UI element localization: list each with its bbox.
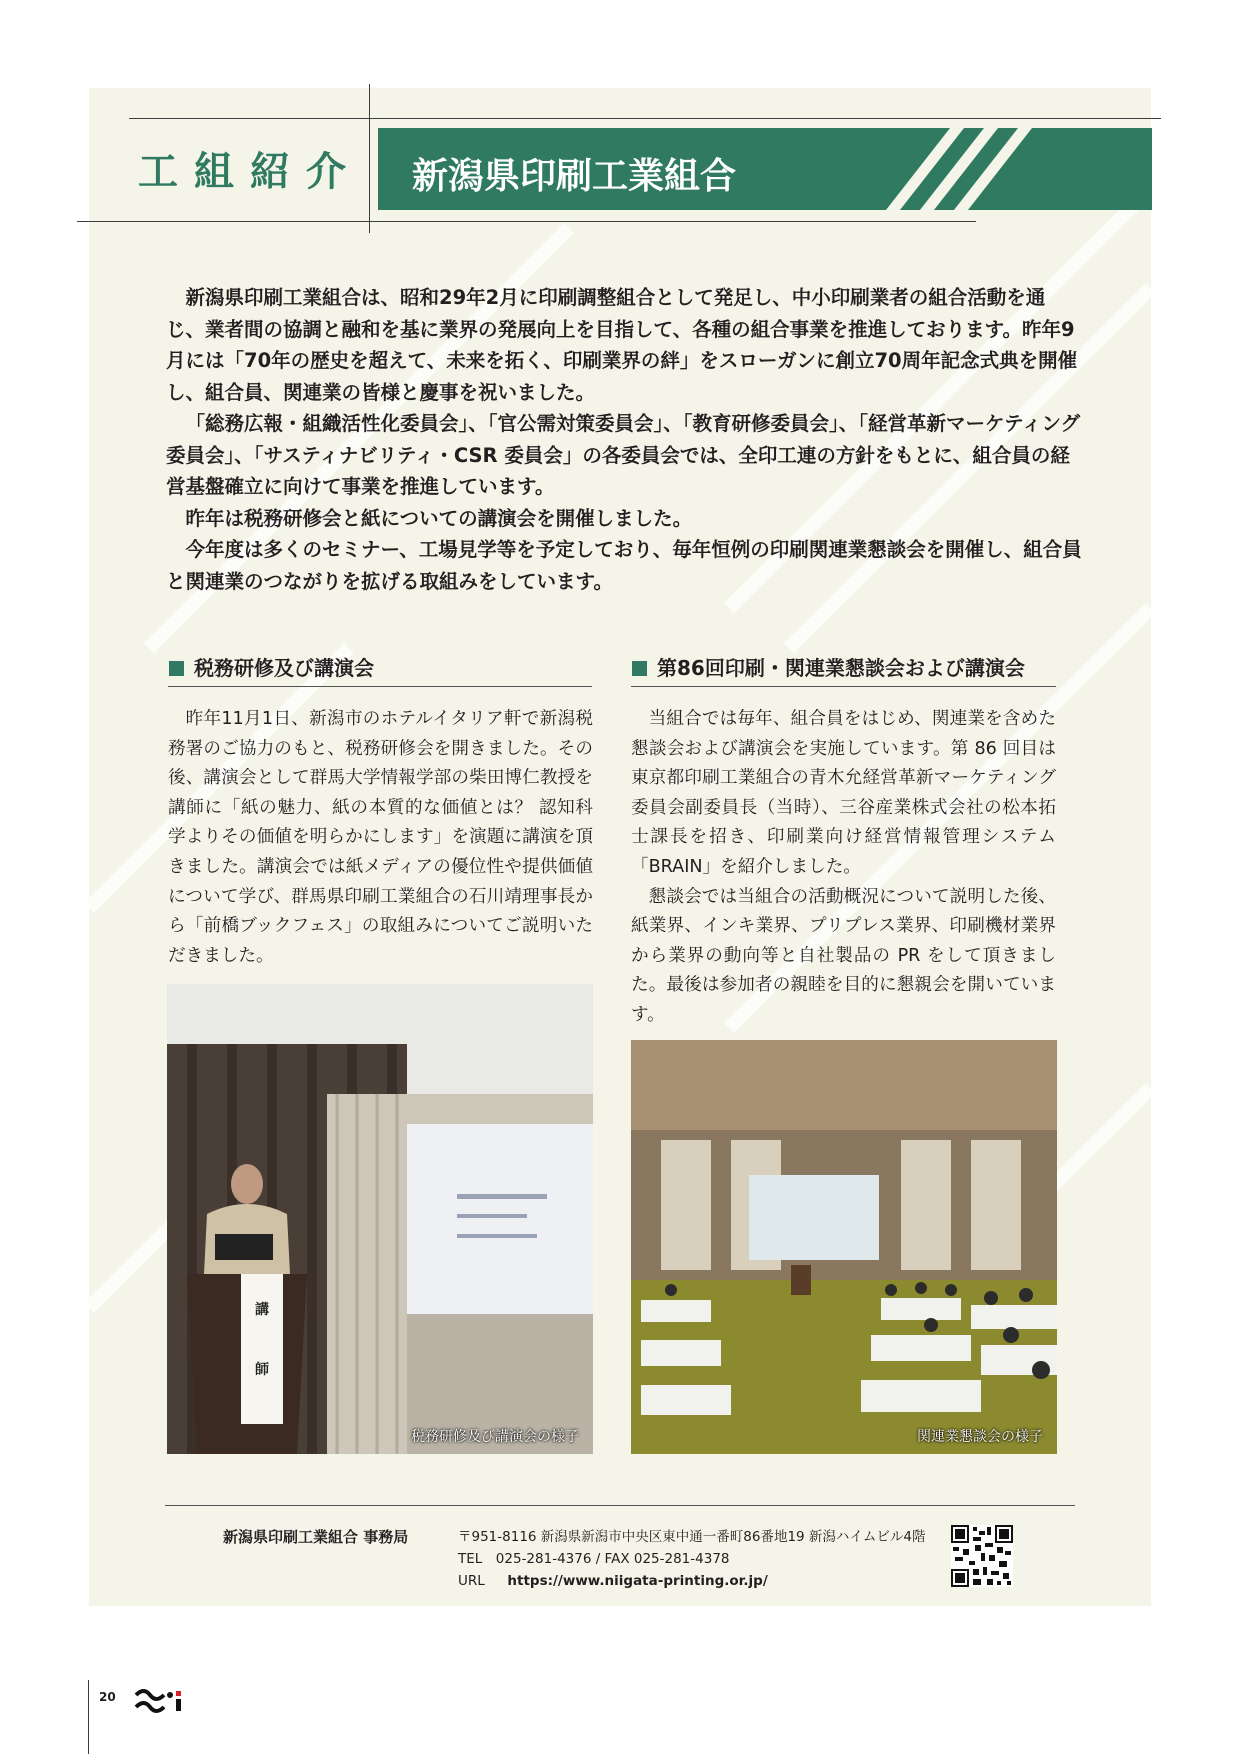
footer-url-link[interactable]: https://www.niigata-printing.or.jp/	[507, 1573, 768, 1589]
intro-paragraph: 「総務広報・組織活性化委員会」、「官公需対策委員会」、「教育研修委員会」、「経営革新マーケティング委員会」、「サスティナビリティ・CSR 委員会」の各委員会では、全印工連の方針をもとに、組合員の経営基盤確立に向けて事業を推進しています。	[166, 412, 1081, 498]
right-section-paragraph: 懇談会では当組合の活動概況について説明した後、紙業界、インキ業界、プリプレス業界、印刷機材業界から業界の動向等と自社製品の PR をして頂きました。最後は参加者の親睦を目的に懇親会を開いています。	[631, 886, 1056, 1025]
left-section-paragraph: 昨年11月1日、新潟市のホテルイタリア軒で新潟税務署のご協力のもと、税務研修会を開きました。その後、講演会として群馬大学情報学部の柴田博仁教授を講師に「紙の魅力、紙の本質的な価値とは？ 認知科学よりその価値を明らかにします」を演題に講演を頂きました。講演会では紙メディアの優位性や提供価値について学び、群馬県印刷工業組合の石川靖理事長から「前橋ブックフェス」の取組みについてご説明いただきました。	[168, 709, 593, 966]
page-number-rule	[88, 1680, 89, 1754]
section-tag: 工組紹介	[138, 149, 362, 195]
header-divider	[369, 84, 370, 233]
footer-tel-fax: TEL 025-281-4376 / FAX 025-281-4378	[458, 1551, 730, 1567]
page-title: 新潟県印刷工業組合	[412, 156, 737, 197]
intro-text	[166, 282, 1084, 597]
meeting-photo-caption: 関連業懇談会の様子	[917, 1429, 1043, 1445]
right-section-heading	[632, 652, 1025, 681]
footer-contact	[458, 1526, 926, 1592]
meeting-photo-image	[631, 1040, 1057, 1454]
right-section-heading-text: 第86回印刷・関連業懇談会および講演会	[657, 656, 1025, 680]
podium-label-2: 師	[255, 1362, 269, 1378]
square-bullet-icon	[632, 661, 647, 676]
intro-paragraph: 新潟県印刷工業組合は、昭和29年2月に印刷調整組合として発足し、中小印刷業者の組合活動を通じ、業者間の協調と融和を基に業界の発展向上を目指して、各種の組合事業を推進しております。昨年9月には「70年の歴史を超えて、未来を拓く、印刷業界の絆」をスローガンに創立70周年記念式典を開催し、組合員、関連業の皆様と慶事を祝いました。	[166, 286, 1078, 404]
header-rule-top	[129, 118, 1161, 119]
brand-logo-icon	[134, 1687, 184, 1713]
footer-org-name: 新潟県印刷工業組合 事務局	[223, 1528, 409, 1546]
left-section-body	[168, 705, 593, 971]
page-number: 20	[99, 1690, 116, 1704]
intro-paragraph: 今年度は多くのセミナー、工場見学等を予定しており、毎年恒例の印刷関連業懇談会を開催し、組合員と関連業のつながりを拡げる取組みをしています。	[166, 538, 1082, 593]
intro-paragraph: 昨年は税務研修会と紙についての講演会を開催しました。	[185, 506, 693, 530]
left-section-heading	[169, 652, 374, 681]
left-heading-rule	[168, 686, 592, 687]
meeting-photo	[631, 1040, 1057, 1454]
seminar-photo	[167, 984, 593, 1454]
footer-rule	[165, 1505, 1075, 1506]
header-rule-bottom	[77, 221, 976, 222]
square-bullet-icon	[169, 661, 184, 676]
left-section-heading-text: 税務研修及び講演会	[194, 656, 374, 680]
qr-code-icon	[951, 1525, 1013, 1587]
footer-address: 〒951-8116 新潟県新潟市中央区東中通一番町86番地19 新潟ハイムビル4階	[458, 1529, 926, 1545]
right-section-body	[631, 705, 1056, 1031]
seminar-photo-image	[167, 984, 593, 1454]
right-heading-rule	[631, 686, 1056, 687]
right-section-paragraph: 当組合では毎年、組合員をはじめ、関連業を含めた懇談会および講演会を実施しています。第 86 回目は東京都印刷工業組合の青木允経営革新マーケティング委員会副委員長（当時）、三谷産業株式会社の松本拓士課長を招き、印刷業向け経営情報管理システム「BRAIN」を紹介しました。	[631, 709, 1056, 877]
footer-url-label: URL	[458, 1573, 485, 1589]
footer-url-line	[458, 1570, 926, 1592]
podium-label-1: 講	[255, 1302, 269, 1318]
seminar-photo-caption: 税務研修及び講演会の様子	[411, 1429, 579, 1445]
